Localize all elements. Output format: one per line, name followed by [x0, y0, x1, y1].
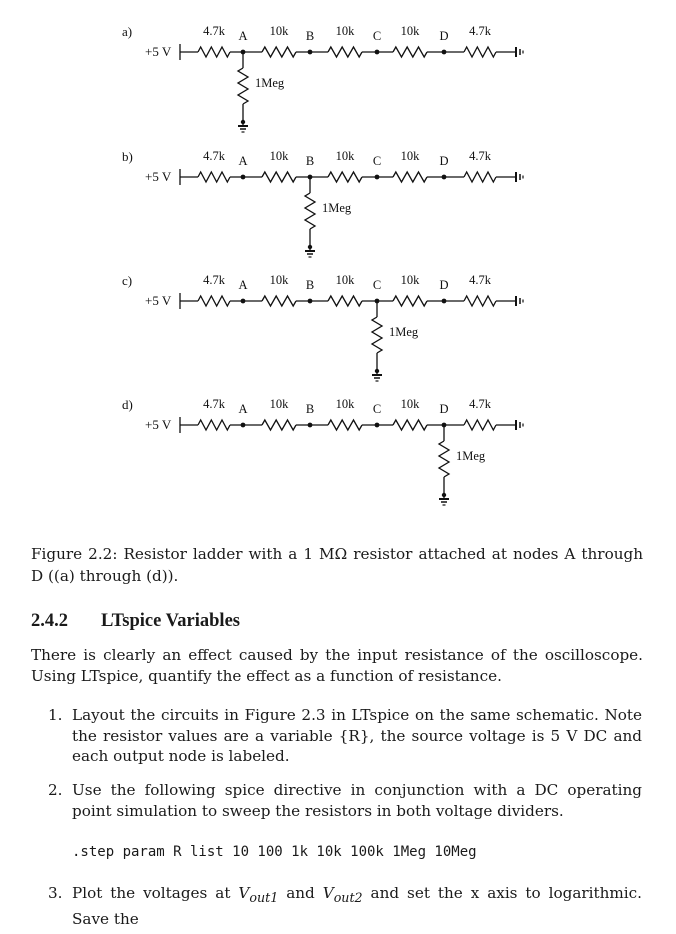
list-marker: 3. [48, 884, 63, 902]
node-label: D [439, 29, 449, 43]
shunt-resistor [439, 441, 449, 477]
node-label: B [305, 154, 315, 168]
series-resistor [464, 47, 496, 57]
text-run: Plot the voltages at [72, 884, 239, 902]
shunt-resistor [305, 193, 315, 229]
resistor-value-label: 10k [269, 24, 289, 38]
resistor-value-label: 4.7k [203, 397, 225, 411]
math-var: $V_{out1}$ [238, 884, 279, 906]
resistor-value-label: 10k [335, 273, 355, 287]
node-label: A [238, 278, 248, 292]
panel-label: d) [122, 397, 133, 412]
resistor-value-label: 4.7k [469, 149, 491, 163]
list-marker: 2. [48, 781, 63, 799]
junction-dot [241, 299, 246, 304]
shunt-resistor [238, 68, 248, 104]
series-resistor [464, 420, 496, 430]
text-run: and set the x axis to logarithmic. Save the [72, 884, 642, 928]
resistor-value-label: 10k [335, 24, 355, 38]
list-item-text: Use the following spice directive in conjunction with a DC operating point simulation to sweep the resistors in both voltage dividers. [72, 781, 642, 820]
resistor-value-label: 10k [400, 24, 420, 38]
junction-dot [442, 50, 447, 55]
section-number: 2.4.2 [31, 611, 68, 631]
junction-dot [442, 175, 447, 180]
source-label: +5 V [145, 44, 172, 59]
spice-directive-code: .step param R list 10 100 1k 10k 100k 1Meg 10Meg [72, 844, 477, 860]
junction-dot [375, 423, 380, 428]
source-label: +5 V [145, 293, 172, 308]
series-resistor [198, 172, 230, 182]
series-resistor [393, 172, 427, 182]
shunt-value-label: 1Meg [389, 325, 419, 339]
source-label: +5 V [145, 417, 172, 432]
series-resistor [198, 296, 230, 306]
list-item-text: Layout the circuits in Figure 2.3 in LTspice on the same schematic. Note the resistor values are a variable {R}, the source voltage is 5 V DC and each output node is labeled. [72, 706, 642, 765]
list-marker: 1. [48, 706, 63, 724]
node-label: B [305, 278, 315, 292]
list-item [48, 883, 642, 929]
node-label: C [372, 278, 382, 292]
resistor-value-label: 4.7k [203, 273, 225, 287]
resistor-value-label: 10k [400, 149, 420, 163]
series-resistor [262, 296, 296, 306]
junction-dot [308, 423, 313, 428]
junction-dot [241, 175, 246, 180]
resistor-value-label: 4.7k [469, 397, 491, 411]
section-title: LTspice Variables [101, 611, 240, 631]
series-resistor [198, 420, 230, 430]
node-label: A [238, 154, 248, 168]
node-label: C [372, 154, 382, 168]
series-resistor [464, 296, 496, 306]
resistor-value-label: 4.7k [469, 24, 491, 38]
series-resistor [262, 420, 296, 430]
intro-paragraph: There is clearly an effect caused by the input resistance of the oscilloscope. Using LTspice, quantify the effect as a function of resistance. [31, 646, 643, 685]
section-heading [31, 611, 240, 632]
shunt-value-label: 1Meg [456, 449, 486, 463]
shunt-value-label: 1Meg [255, 76, 285, 90]
node-label: B [305, 402, 315, 416]
resistor-value-label: 10k [269, 273, 289, 287]
resistor-value-label: 10k [335, 397, 355, 411]
series-resistor [464, 172, 496, 182]
list-item [48, 780, 642, 821]
shunt-value-label: 1Meg [322, 201, 352, 215]
node-label: D [439, 278, 449, 292]
junction-dot [308, 50, 313, 55]
node-label: C [372, 402, 382, 416]
series-resistor [262, 47, 296, 57]
series-resistor [328, 172, 362, 182]
resistor-value-label: 4.7k [203, 24, 225, 38]
series-resistor [328, 47, 362, 57]
source-label: +5 V [145, 169, 172, 184]
series-resistor [328, 420, 362, 430]
series-resistor [393, 47, 427, 57]
resistor-value-label: 10k [400, 397, 420, 411]
node-label: D [439, 154, 449, 168]
text-run: and [278, 884, 323, 902]
node-label: B [305, 29, 315, 43]
resistor-value-label: 10k [400, 273, 420, 287]
junction-dot [375, 50, 380, 55]
series-resistor [328, 296, 362, 306]
junction-dot [375, 175, 380, 180]
figure-caption: Figure 2.2: Resistor ladder with a 1 MΩ resistor attached at nodes A through D ((a) through (d)). [31, 545, 643, 585]
resistor-value-label: 10k [335, 149, 355, 163]
series-resistor [262, 172, 296, 182]
resistor-value-label: 4.7k [469, 273, 491, 287]
series-resistor [393, 420, 427, 430]
resistor-value-label: 4.7k [203, 149, 225, 163]
list-item [48, 705, 642, 767]
list-item-text [72, 883, 642, 929]
resistor-value-label: 10k [269, 397, 289, 411]
node-label: C [372, 29, 382, 43]
panel-label: b) [122, 149, 133, 164]
node-label: A [238, 29, 248, 43]
series-resistor [393, 296, 427, 306]
junction-dot [308, 299, 313, 304]
node-label: A [238, 402, 248, 416]
panel-label: a) [122, 24, 133, 39]
junction-dot [442, 299, 447, 304]
junction-dot [241, 423, 246, 428]
panel-label: c) [122, 273, 133, 288]
resistor-value-label: 10k [269, 149, 289, 163]
math-var: $V_{out2}$ [322, 884, 363, 906]
series-resistor [198, 47, 230, 57]
node-label: D [439, 402, 449, 416]
shunt-resistor [372, 317, 382, 353]
